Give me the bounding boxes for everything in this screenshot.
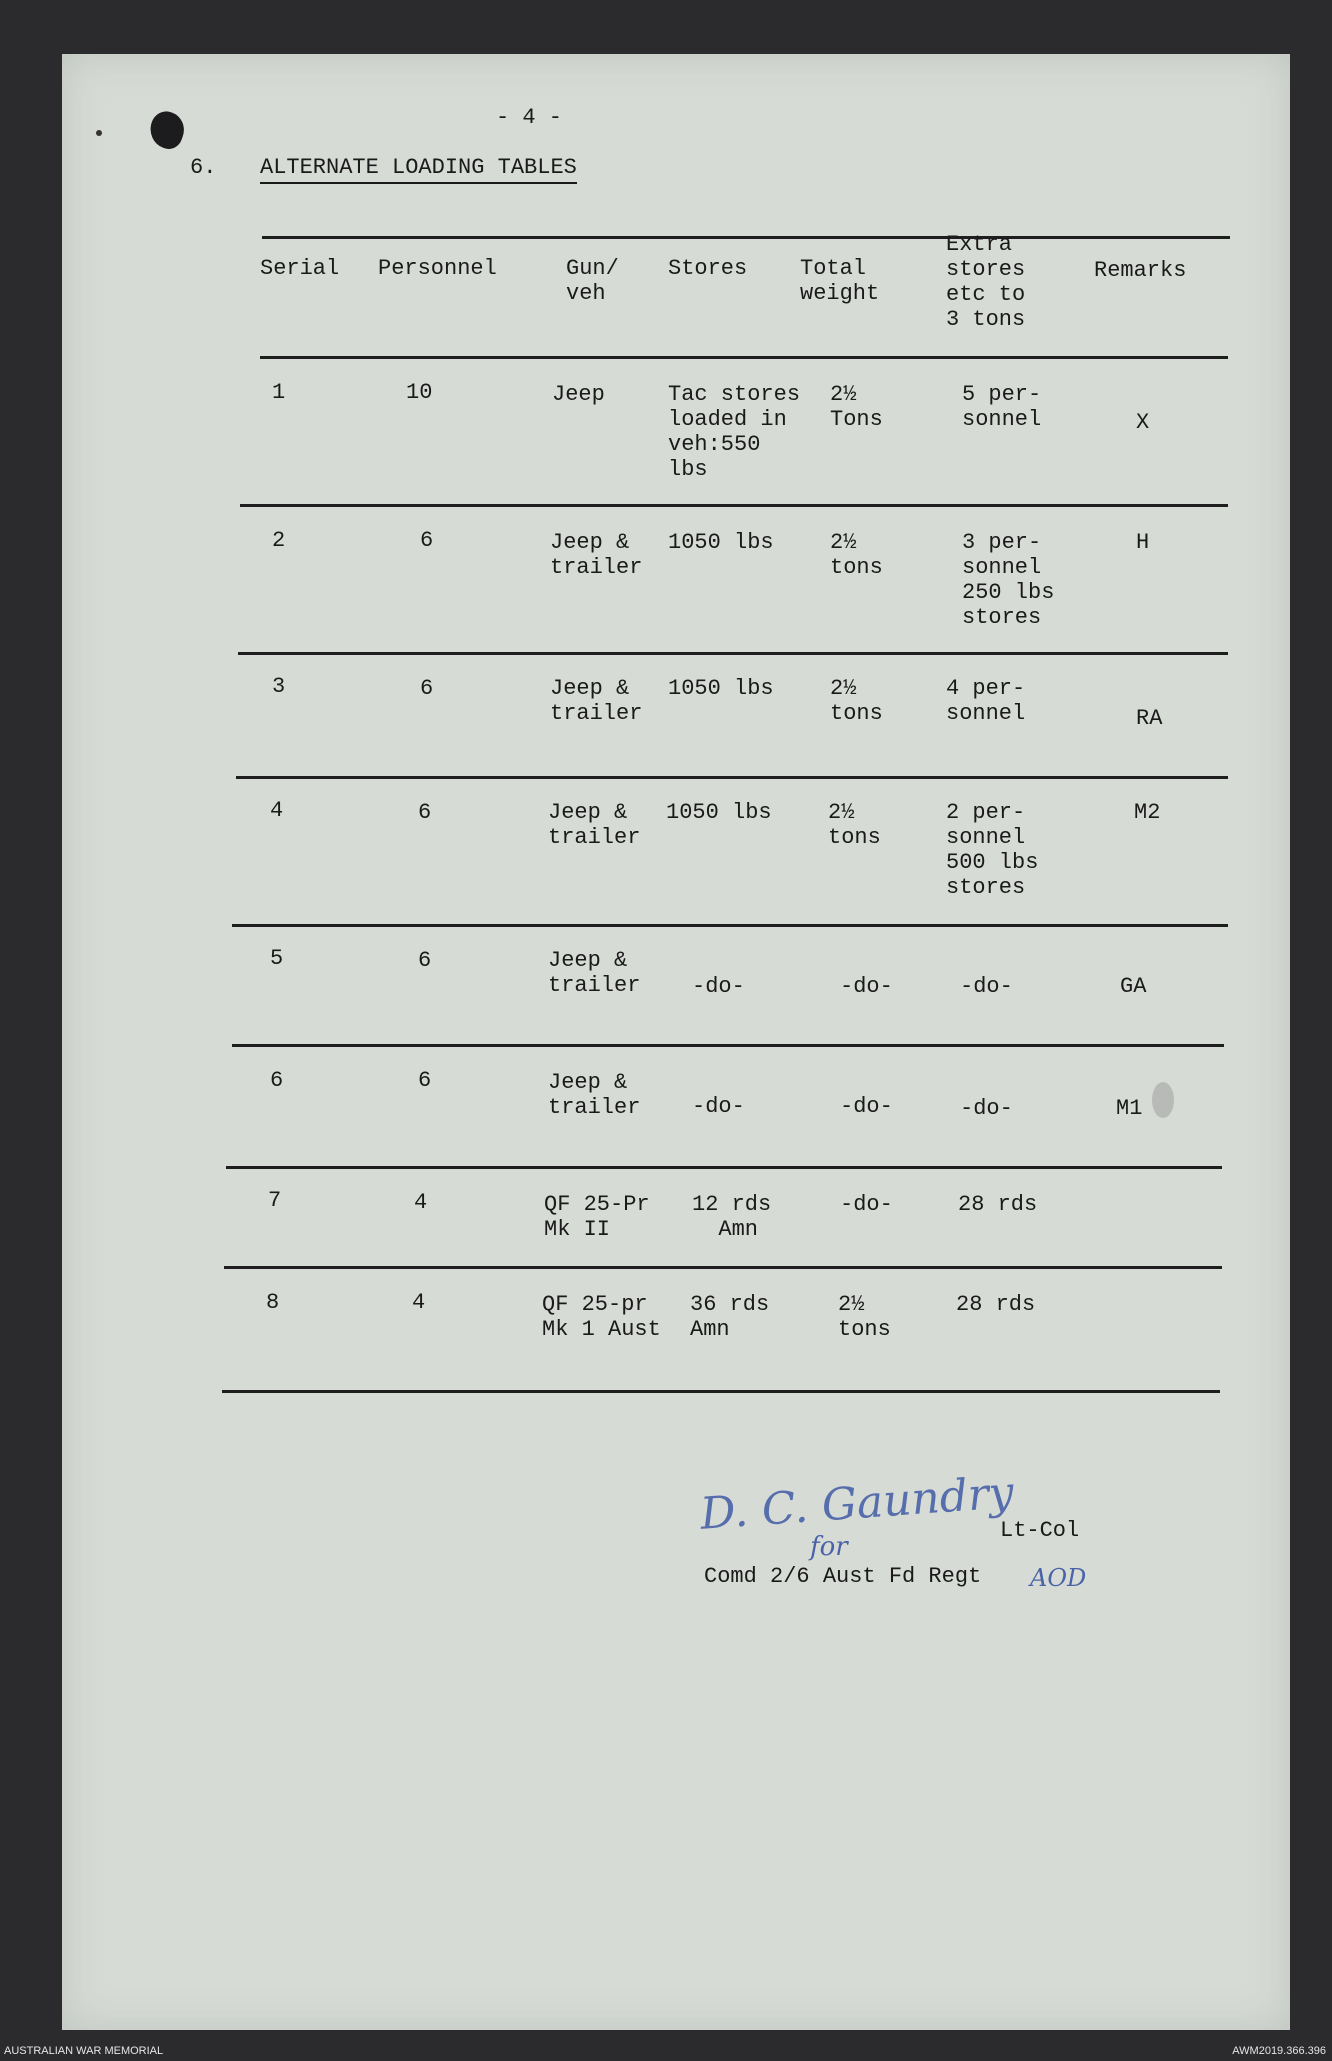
row7-extra: 28 rds: [958, 1192, 1038, 1217]
row1-extra: 5 per- sonnel: [962, 382, 1042, 432]
row8-stores: 36 rds Amn: [690, 1292, 770, 1342]
row5-stores: -do-: [692, 974, 745, 999]
row4-remarks: M2: [1134, 800, 1161, 825]
row-rule: [224, 1266, 1222, 1269]
row5-serial: 5: [270, 946, 284, 971]
header-personnel: Personnel: [378, 256, 497, 281]
row1-remarks: X: [1136, 410, 1150, 435]
page-number: - 4 -: [496, 105, 563, 130]
header-stores: Stores: [668, 256, 748, 281]
header-remarks: Remarks: [1094, 258, 1187, 283]
row8-serial: 8: [266, 1290, 280, 1315]
row6-personnel: 6: [418, 1068, 432, 1093]
row3-total-weight: 2½ tons: [830, 676, 883, 726]
row5-gun-veh: Jeep & trailer: [548, 948, 641, 998]
signature-title: Comd 2/6 Aust Fd Regt: [704, 1564, 982, 1589]
row4-gun-veh: Jeep & trailer: [548, 800, 641, 850]
row3-serial: 3: [272, 674, 286, 699]
row1-gun-veh: Jeep: [552, 382, 605, 407]
row4-stores: 1050 lbs: [666, 800, 772, 825]
table-top-rule: [262, 236, 1230, 239]
header-total-weight: Total weight: [800, 256, 880, 306]
row6-gun-veh: Jeep & trailer: [548, 1070, 641, 1120]
row2-extra: 3 per- sonnel 250 lbs stores: [962, 530, 1055, 630]
row-rule: [232, 924, 1228, 927]
row1-serial: 1: [272, 380, 286, 405]
signature-for: for: [810, 1532, 848, 1562]
row7-personnel: 4: [414, 1190, 428, 1215]
row5-extra: -do-: [960, 974, 1013, 999]
row2-gun-veh: Jeep & trailer: [550, 530, 643, 580]
row7-gun-veh: QF 25-Pr Mk II: [544, 1192, 650, 1242]
paper-smudge: [1152, 1082, 1174, 1118]
row5-total-weight: -do-: [840, 974, 893, 999]
footer-right: AWM2019.366.396: [1232, 2045, 1326, 2057]
signature-annotation: AOD: [1030, 1564, 1087, 1592]
row-rule: [238, 652, 1228, 655]
ink-mark: [96, 130, 102, 136]
row7-total-weight: -do-: [840, 1192, 893, 1217]
row7-stores: 12 rds Amn: [692, 1192, 772, 1242]
row3-stores: 1050 lbs: [668, 676, 774, 701]
row6-total-weight: -do-: [840, 1094, 893, 1119]
row2-serial: 2: [272, 528, 286, 553]
row6-remarks: M1: [1116, 1096, 1143, 1121]
row2-stores: 1050 lbs: [668, 530, 774, 555]
row6-stores: -do-: [692, 1094, 745, 1119]
row2-total-weight: 2½ tons: [830, 530, 883, 580]
row8-gun-veh: QF 25-pr Mk 1 Aust: [542, 1292, 661, 1342]
signature-rank: Lt-Col: [1000, 1518, 1080, 1543]
row4-total-weight: 2½ tons: [828, 800, 881, 850]
row4-extra: 2 per- sonnel 500 lbs stores: [946, 800, 1039, 900]
header-bottom-rule: [260, 356, 1228, 359]
row5-personnel: 6: [418, 948, 432, 973]
handwritten-signature: D. C. Gaundry: [698, 1467, 1016, 1540]
row3-gun-veh: Jeep & trailer: [550, 676, 643, 726]
row1-total-weight: 2½ Tons: [830, 382, 883, 432]
table-bottom-rule: [222, 1390, 1220, 1393]
row4-personnel: 6: [418, 800, 432, 825]
row5-remarks: GA: [1120, 974, 1147, 999]
row-rule: [226, 1166, 1222, 1169]
header-extra-stores: Extra stores etc to 3 tons: [946, 232, 1026, 332]
row8-extra: 28 rds: [956, 1292, 1036, 1317]
row8-personnel: 4: [412, 1290, 426, 1315]
header-serial: Serial: [260, 256, 340, 281]
row2-remarks: H: [1136, 530, 1150, 555]
row8-total-weight: 2½ tons: [838, 1292, 891, 1342]
header-gun-veh: Gun/ veh: [566, 256, 619, 306]
row3-extra: 4 per- sonnel: [946, 676, 1026, 726]
row1-personnel: 10: [406, 380, 433, 405]
row7-serial: 7: [268, 1188, 282, 1213]
row-rule: [232, 1044, 1224, 1047]
row-rule: [240, 504, 1228, 507]
section-number: 6.: [190, 155, 217, 180]
footer-left: AUSTRALIAN WAR MEMORIAL: [4, 2045, 164, 2057]
row-rule: [236, 776, 1228, 779]
section-title: ALTERNATE LOADING TABLES: [260, 155, 577, 184]
row3-personnel: 6: [420, 676, 434, 701]
row3-remarks: RA: [1136, 706, 1163, 731]
row2-personnel: 6: [420, 528, 434, 553]
row1-stores: Tac stores loaded in veh:550 lbs: [668, 382, 801, 482]
row6-extra: -do-: [960, 1096, 1013, 1121]
row6-serial: 6: [270, 1068, 284, 1093]
row4-serial: 4: [270, 798, 284, 823]
document-page: [62, 54, 1290, 2030]
